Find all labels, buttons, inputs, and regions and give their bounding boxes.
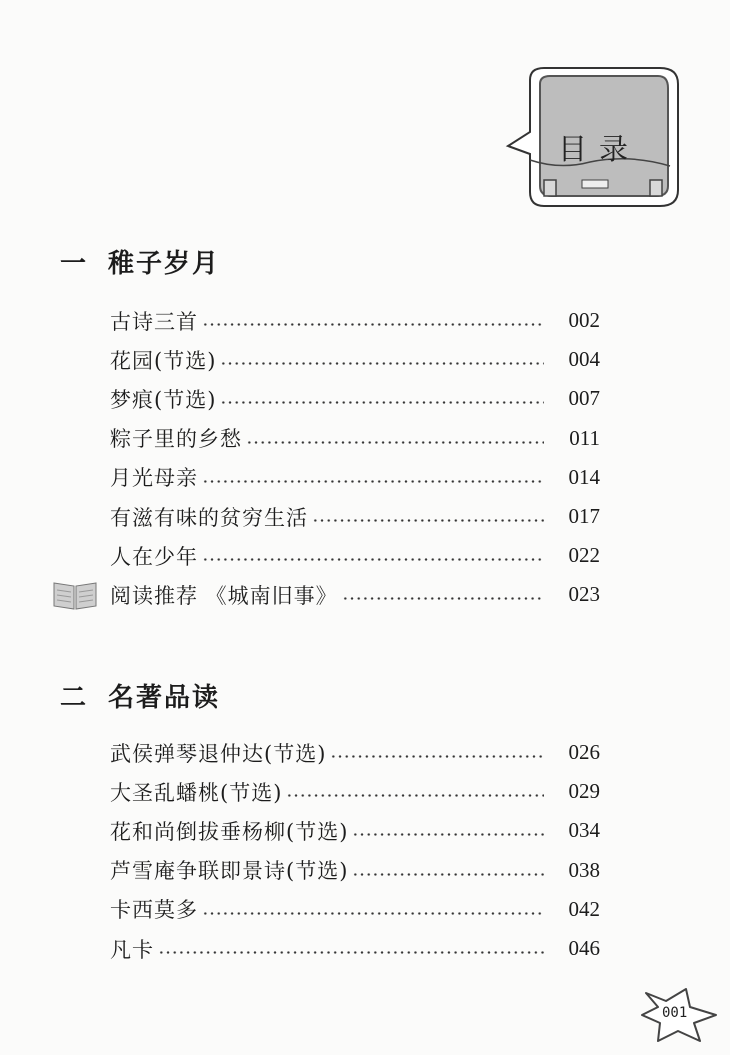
toc-item-page: 042 — [568, 896, 600, 921]
toc-item-page: 002 — [568, 308, 600, 333]
toc-item[interactable] — [110, 811, 600, 850]
section-title: 稚子岁月 — [108, 249, 221, 279]
toc-item[interactable] — [110, 340, 600, 379]
toc-item-title: 人在少年 — [110, 544, 198, 569]
toc-item-page: 017 — [568, 504, 600, 529]
dot-leader — [286, 794, 544, 797]
dot-leader — [202, 912, 544, 915]
toc-item[interactable] — [110, 929, 600, 968]
toc-item-title: 凡卡 — [110, 937, 154, 962]
toc-item-page: 022 — [568, 543, 600, 568]
toc-item-page: 007 — [568, 386, 600, 411]
toc-item-title: 有滋有味的贫穷生活 — [110, 505, 308, 530]
toc-item-title: 大圣乱蟠桃(节选) — [110, 780, 283, 805]
toc-item-title: 阅读推荐 《城南旧事》 — [110, 583, 338, 608]
dot-leader — [246, 441, 544, 444]
dot-leader — [352, 833, 544, 836]
toc-item-page: 046 — [568, 936, 600, 961]
page-number: 001 — [662, 1005, 688, 1021]
toc-item-title: 粽子里的乡愁 — [110, 427, 242, 452]
toc-item[interactable] — [110, 419, 600, 458]
toc-item-title: 月光母亲 — [110, 466, 198, 491]
toc-item[interactable] — [110, 301, 600, 340]
dot-leader — [202, 480, 544, 483]
dot-leader — [330, 755, 544, 758]
toc-item[interactable] — [110, 851, 600, 890]
toc-item-page: 029 — [568, 779, 600, 804]
toc-item[interactable] — [110, 772, 600, 811]
page-title: 目录 — [558, 132, 641, 166]
toc-item-page: 026 — [568, 740, 600, 765]
dot-leader — [158, 951, 544, 954]
toc-item[interactable] — [110, 379, 600, 418]
toc-list — [110, 301, 600, 615]
toc-item-page: 014 — [568, 464, 600, 489]
toc-item[interactable] — [110, 733, 600, 772]
toc-item-page: 011 — [569, 425, 600, 450]
toc-item-title: 梦痕(节选) — [110, 387, 217, 412]
toc-item-title: 武侯弹琴退仲达(节选) — [110, 741, 327, 766]
toc-title-bubble — [500, 62, 685, 212]
dot-leader — [202, 558, 544, 561]
toc-item-title: 花园(节选) — [110, 348, 217, 373]
section-number: 一 — [60, 249, 87, 279]
toc-item-reading-recommendation[interactable] — [110, 575, 600, 614]
toc-item-page: 034 — [568, 818, 600, 843]
dot-leader — [220, 362, 544, 365]
toc-item[interactable] — [110, 458, 600, 497]
section-number: 二 — [60, 683, 87, 713]
section-heading — [60, 243, 220, 280]
dot-leader — [342, 597, 544, 600]
dot-leader — [352, 873, 544, 876]
toc-item-page: 038 — [568, 857, 600, 882]
open-book-icon — [52, 579, 98, 611]
toc-item-title: 古诗三首 — [110, 309, 198, 334]
toc-item[interactable] — [110, 536, 600, 575]
toc-item[interactable] — [110, 890, 600, 929]
toc-list — [110, 733, 600, 968]
toc-item-page: 023 — [568, 582, 600, 607]
section-title: 名著品读 — [108, 683, 221, 713]
dot-leader — [312, 519, 544, 522]
toc-item-page: 004 — [568, 347, 600, 372]
toc-item-title: 芦雪庵争联即景诗(节选) — [110, 859, 349, 884]
toc-item-title: 花和尚倒拔垂杨柳(节选) — [110, 819, 349, 844]
toc-item[interactable] — [110, 497, 600, 536]
toc-item-title: 卡西莫多 — [110, 898, 198, 923]
section-heading — [60, 677, 220, 714]
dot-leader — [220, 401, 544, 404]
dot-leader — [202, 323, 544, 326]
